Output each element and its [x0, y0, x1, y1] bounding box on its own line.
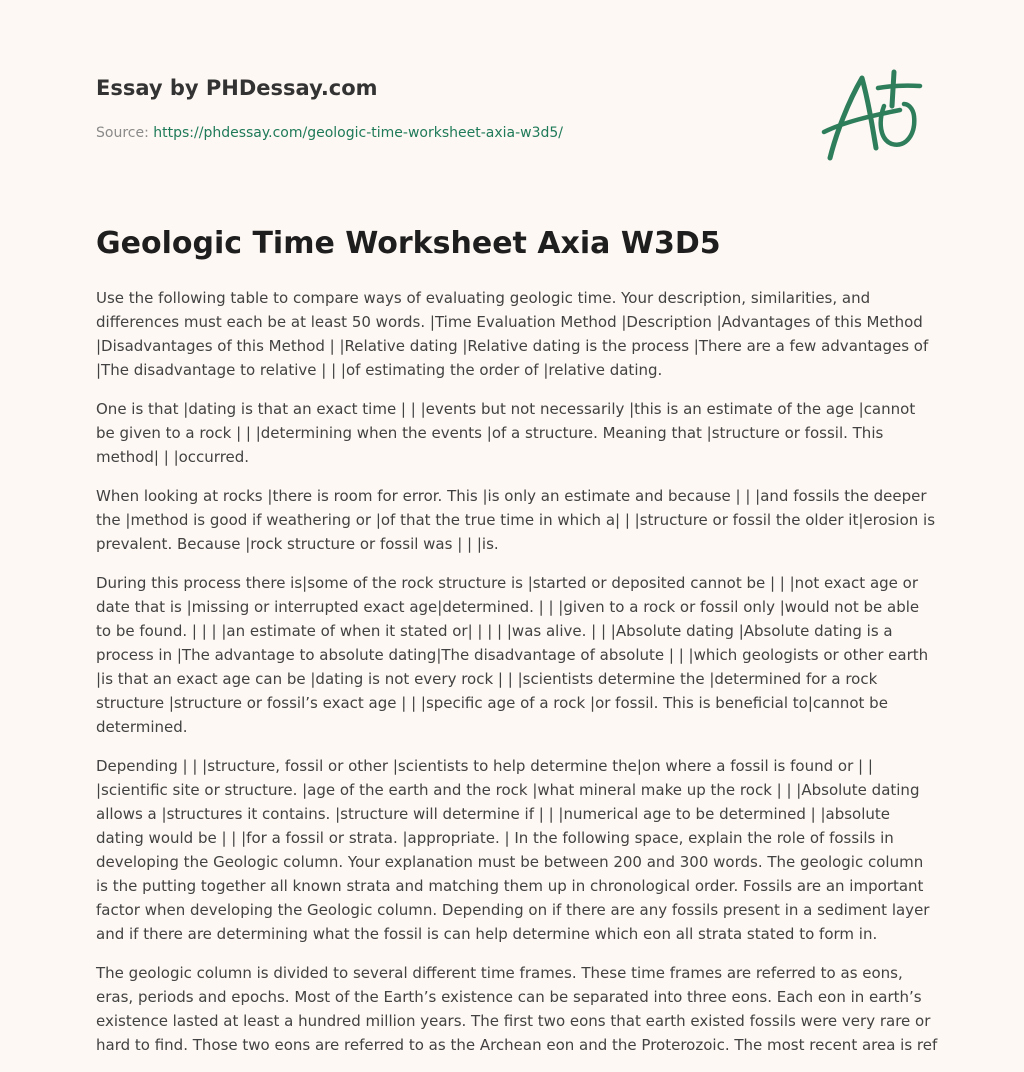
a-plus-logo-icon — [818, 66, 934, 166]
site-brand: Essay by PHDessay.com — [96, 76, 378, 100]
essay-paragraph: Use the following table to compare ways of evaluating geologic time. Your description, similarities, and differences must each be at least 50 words. |Time Evaluation Method |Description |Advantages of this Method |Disadvantages of this Method | |Relative dating |Relative dating is the process |There are a few advantages of |The disadvantage to relative | | |of estimating the order of |relative dating. — [96, 289, 929, 379]
essay-paragraph: Depending | | |structure, fossil or other |scientists to help determine the|on where a fossil is found or | | |scientific site or structure. |age of the earth and the rock |what mineral make up the rock | | |Absolute dating allows a |structures it contains. |structure will determine if | | |numerical age to be determined | |absolute dating would be | | |for a fossil or strata. |appropriate. | In the following space, explain the role of fossils in developing the Geologic column. Your explanation must be between 200 and 300 words. The geologic column is the putting together all known strata and matching them up in chronological order. Fossils are an important factor when developing the Geologic column. Depending on if there are any fossils present in a sediment layer and if there are determining what the fossil is can help determine which eon all strata stated to form in. — [96, 757, 930, 943]
source-link[interactable]: https://phdessay.com/geologic-time-worksheet-axia-w3d5/ — [153, 125, 564, 141]
essay-title: Geologic Time Worksheet Axia W3D5 — [96, 226, 721, 261]
essay-paragraph: The geologic column is divided to several different time frames. These time frames are referred to as eons, eras, periods and epochs. Most of the Earth’s existence can be separated into three eons. Each eon in earth’s existence lasted at least a hundred million years. The first two eons that earth existed fossils were very rare or hard to find. Those two eons are referred to as the Archean eon and the Proterozoic. The most recent area is ref — [96, 964, 938, 1054]
essay-paragraph: When looking at rocks |there is room for error. This |is only an estimate and because | | |and fossils the deeper the |method is good if weathering or |of that the true time in which a| | |structure or fossil the older it|erosion is prevalent. Because |rock structure or fossil was | | |is. — [96, 487, 936, 553]
source-line — [96, 125, 563, 141]
source-label: Source: — [96, 125, 149, 141]
essay-paragraph: One is that |dating is that an exact time | | |events but not necessarily |this is an estimate of the age |cannot be given to a rock | | |determining when the events |of a structure. Meaning that |structure or fossil. This method| | |occurred. — [96, 400, 916, 466]
essay-paragraph: During this process there is|some of the rock structure is |started or deposited cannot be | | |not exact age or date that is |missing or interrupted exact age|determined. | | |given to a rock or fossil only |would not be able to be found. | | | |an estimate of when it stated or| | | | |was alive. | | |Absolute dating |Absolute dating is a process in |The advantage to absolute dating|The disadvantage of absolute | | |which geologists or other earth |is that an exact age can be |dating is not every rock | | |scientists determine the |determined for a rock structure |structure or fossil’s exact age | | |specific age of a rock |or fossil. This is beneficial to|cannot be determined. — [96, 574, 929, 736]
essay-body — [96, 286, 938, 1072]
